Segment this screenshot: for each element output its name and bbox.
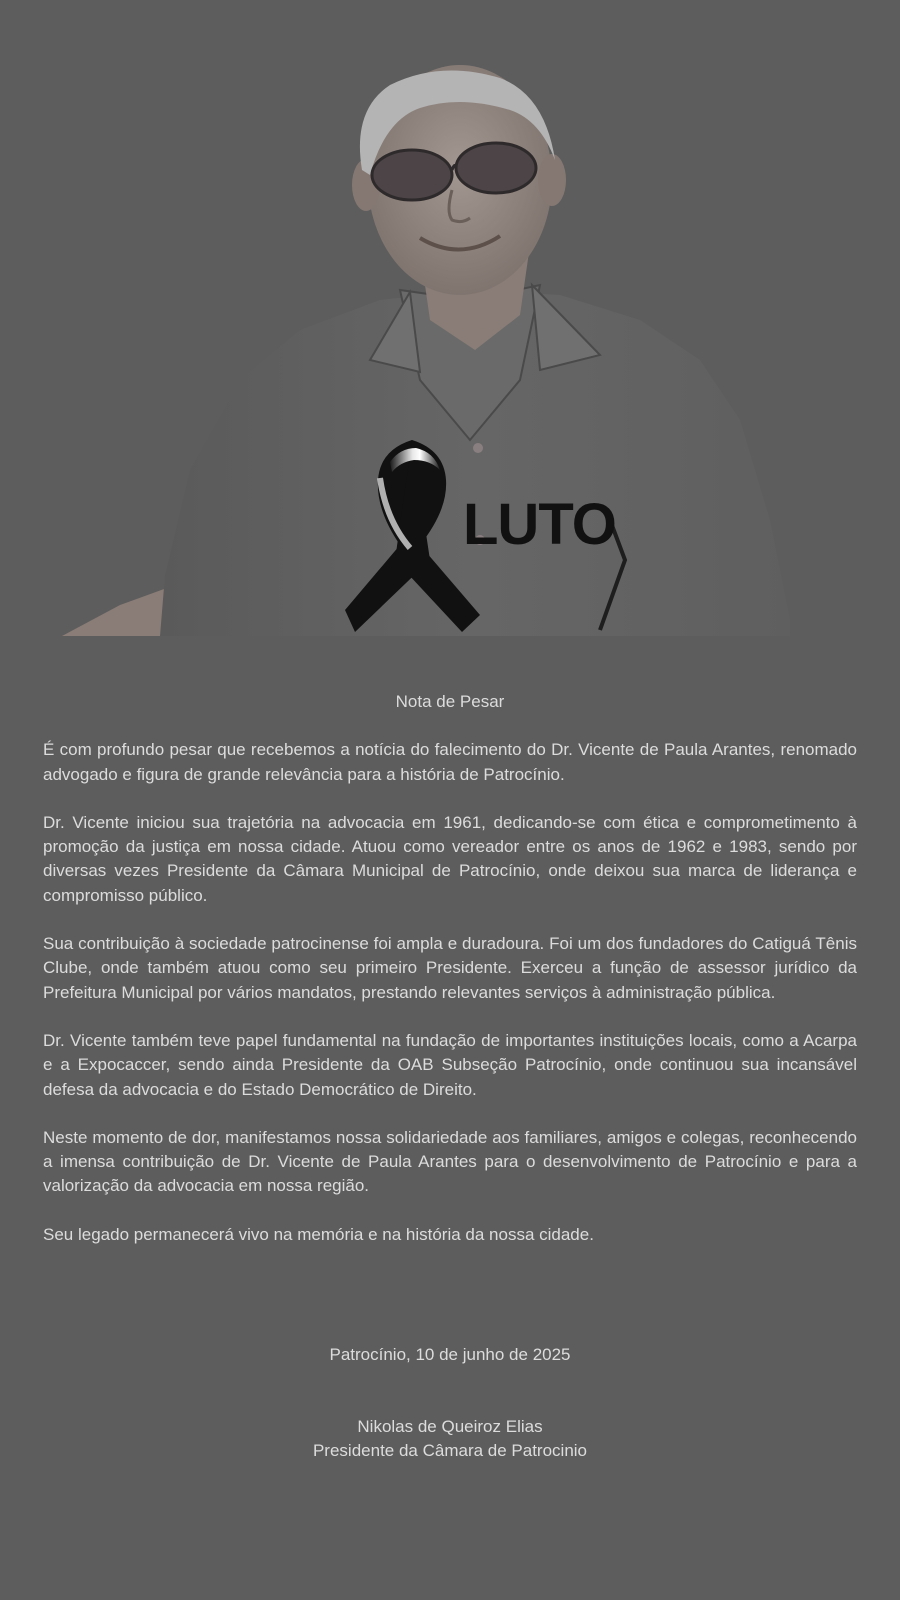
signer-role: Presidente da Câmara de Patrocinio bbox=[312, 1441, 588, 1461]
condolence-note bbox=[43, 690, 857, 1271]
note-paragraph-6: Seu legado permanecerá vivo na memória e na história da nossa cidade. bbox=[43, 1224, 594, 1244]
place-date: Patrocínio, 10 de junho de 2025 bbox=[329, 1345, 571, 1364]
luto-label: LUTO bbox=[463, 492, 616, 557]
note-paragraph-3: Sua contribuição à sociedade patrocinense foi ampla e duradoura. Foi um dos fundadores do Catiguá Tênis Clube, onde também atuou como seu primeiro Presidente. Exerceu a função de assessor jurídico da Prefeitura Municipal por vários mandatos, prestando relevantes serviços à administração pública. bbox=[43, 934, 857, 1002]
glasses-left-lens bbox=[372, 150, 452, 200]
signer-name: Nikolas de Queiroz Elias bbox=[357, 1417, 543, 1436]
portrait-photo bbox=[0, 0, 900, 636]
note-paragraph-5: Neste momento de dor, manifestamos nossa solidariedade aos familiares, amigos e colegas, reconhecendo a imensa contribuição de Dr. Vicente de Paula Arantes para o desenvolvimento de Patrocínio e para a valorização da advocacia em nossa região. bbox=[43, 1127, 857, 1196]
note-paragraph-4: Dr. Vicente também teve papel fundamental na fundação de importantes instituições locais, como a Acarpa e a Expocaccer, sendo ainda Presidente da OAB Subseção Patrocínio, onde continuou sua incansável defesa da advocacia e do Estado Democrático de Direito. bbox=[43, 1030, 857, 1099]
glasses-right-lens bbox=[456, 143, 536, 193]
signature-block bbox=[0, 1415, 900, 1464]
note-paragraph-1: É com profundo pesar que recebemos a notícia do falecimento do Dr. Vicente de Paula Arantes, renomado advogado e figura de grande relevância para a história de Patrocínio. bbox=[43, 740, 857, 784]
note-paragraph-2: Dr. Vicente iniciou sua trajetória na advocacia em 1961, dedicando-se com ética e comprometimento à promoção da justiça em nossa cidade. Atuou como vereador entre os anos de 1962 e 1983, sendo por diversas vezes Presidente da Câmara Municipal de Patrocínio, onde deixou sua marca de liderança e compromisso público. bbox=[43, 812, 857, 905]
note-title: Nota de Pesar bbox=[395, 692, 505, 711]
